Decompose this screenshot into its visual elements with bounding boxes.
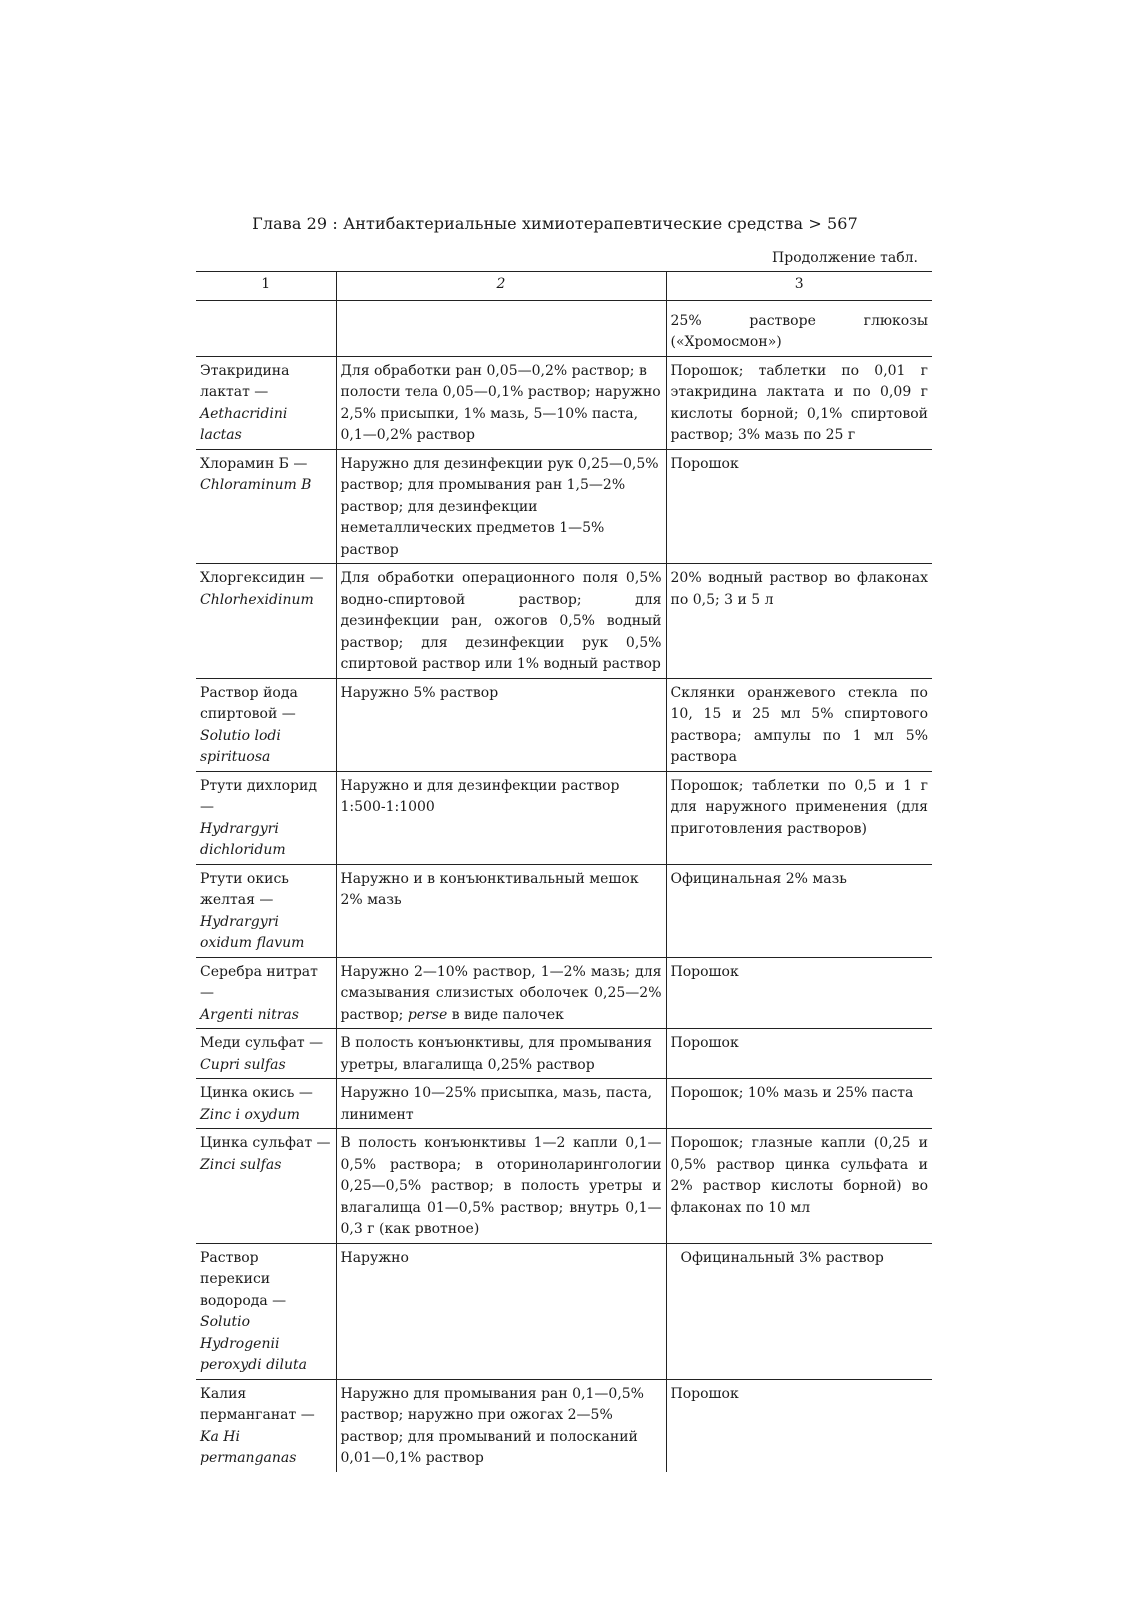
column-header: 2 [336,272,666,301]
drug-name: Раствор перекиси водорода — [200,1249,287,1309]
drug-name: Ртути дихлорид — [200,777,318,815]
drug-latin-name: Hydrargyri oxidum flavum [200,913,305,951]
drug-name: Хлоргексидин — [200,570,324,586]
usage-cell: Наружно 5% раствор [336,678,666,771]
drug-name-cell [196,564,336,679]
drug-name-cell [196,356,336,449]
table-row [196,300,932,356]
drug-latin-name: Zinci sulfas [200,1156,282,1173]
table-row [196,1243,932,1379]
form-cell: Порошок; таблетки по 0,5 и 1 г для наружного применения (для приготовления растворов) [666,771,932,864]
drug-latin-name: Zinc i oxydum [200,1106,300,1123]
usage-latin-term: perse [407,1006,448,1023]
drug-latin-name: Argenti nitras [200,1006,299,1023]
drug-latin-name: Cupri sulfas [200,1056,286,1073]
form-cell: Официнальная 2% мазь [666,864,932,957]
usage-cell: Наружно для дезинфекции рук 0,25—0,5% раствор; для промывания ран 1,5—2% раствор; для дезинфекции неметаллических предметов 1—5% раствор [336,449,666,564]
continuation-note: Продолжение табл. [772,250,918,266]
drug-name: Этакридина лактат — [200,362,290,400]
table-row [196,1079,932,1129]
table-row [196,1379,932,1472]
column-header: 3 [666,272,932,301]
drug-name-cell [196,1079,336,1129]
form-cell: Официнальный 3% раствор [666,1243,932,1379]
drug-name-cell [196,300,336,356]
drug-name-cell [196,449,336,564]
drug-name: Калия перманганат — [200,1385,315,1423]
usage-cell [336,957,666,1029]
form-cell: Порошок [666,957,932,1029]
table-row [196,1129,932,1244]
form-cell: Склянки оранжевого стекла по 10, 15 и 25 мл 5% спиртового раствора; ампулы по 1 мл 5% раствора [666,678,932,771]
usage-cell: Наружно 10—25% присыпка, мазь, паста, линимент [336,1079,666,1129]
table-row [196,864,932,957]
usage-text-tail: в виде палочек [451,1006,564,1023]
usage-cell: Для обработки операционного поля 0,5% водно-спиртовой раствор; для дезинфекции ран, ожогов 0,5% водный раствор; для дезинфекции рук 0,5% спиртовой раствор или 1% водный раствор [336,564,666,679]
drug-name: Цинка сульфат — [200,1135,331,1151]
form-cell: Порошок; глазные капли (0,25 и 0,5% раствор цинка сульфата и 2% раствор кислоты борной) во флаконах по 10 мл [666,1129,932,1244]
column-header: 1 [196,272,336,301]
table-row [196,356,932,449]
drug-name: Меди сульфат — [200,1035,324,1051]
drug-name-cell [196,678,336,771]
drug-name-cell [196,1243,336,1379]
usage-cell: Наружно и для дезинфекции раствор 1:500-1:1000 [336,771,666,864]
table-row [196,564,932,679]
form-cell: Порошок [666,1029,932,1079]
drug-name-cell [196,864,336,957]
table-header-row [196,272,932,301]
form-cell: Порошок [670,1385,739,1402]
usage-cell: Наружно и в конъюнктивальный мешок 2% мазь [336,864,666,957]
drug-latin-name: Chlorhexidinum [200,591,314,608]
drug-name: Ртути окись желтая — [200,870,289,908]
table-row [196,449,932,564]
usage-cell: В полость конъюнктивы, для промывания уретры, влагалища 0,25% раствор [336,1029,666,1079]
usage-cell: В полость конъюнктивы 1—2 капли 0,1—0,5% раствора; в оториноларингологии 0,25—0,5% раствор; в полость уретры и влагалища 01—0,5% раствор; внутрь 0,1—0,3 г (как рвотное) [336,1129,666,1244]
drug-latin-name: Solutio Hydrogenii peroxydi diluta [200,1314,307,1373]
drug-latin-name: Solutio lodi spirituosa [200,727,281,765]
drug-name: Цинка окись — [200,1085,313,1101]
table-row [196,957,932,1029]
drug-name-cell [196,1029,336,1079]
drug-name-cell [196,957,336,1029]
table-row [196,771,932,864]
usage-cell [336,300,666,356]
drug-latin-name: Chloraminum B [200,477,312,493]
usage-cell: Наружно для промывания ран 0,1—0,5% раствор; наружно при ожогах 2—5% раствор; для промываний и полосканий 0,01—0,1% раствор [336,1379,666,1472]
usage-text: Наружно 2—10% раствор, 1—2% мазь; для смазывания слизистых оболочек 0,25—2% раствор; [340,963,662,1023]
table-row [196,1029,932,1079]
drug-name-cell [196,1379,336,1472]
table-row [196,678,932,771]
form-cell: Порошок [666,449,932,564]
form-cell: 25% растворе глюкозы («Хромосмон») [666,300,932,356]
drug-table [196,271,932,1472]
usage-cell: Наружно [336,1243,666,1379]
drug-name-cell [196,771,336,864]
form-cell: Порошок; 10% мазь и 25% паста [666,1079,932,1129]
drug-latin-name: Ka Hi permanganas [200,1428,297,1466]
drug-name-cell [196,1129,336,1244]
drug-name: Хлорамин Б — [200,455,308,472]
usage-cell: Для обработки ран 0,05—0,2% раствор; в полости тела 0,05—0,1% раствор; наружно 2,5% присыпки, 1% мазь, 5—10% паста, 0,1—0,2% раствор [336,356,666,449]
form-cell: Порошок; таблетки по 0,01 г этакридина лактата и по 0,09 г кислоты борной; 0,1% спиртовой раствор; 3% мазь по 25 г [666,356,932,449]
drug-name: Серебра нитрат — [200,963,318,1001]
drug-latin-name: Aethacridini lactas [200,405,288,443]
form-cell: 20% водный раствор во флаконах по 0,5; 3 и 5 л [666,564,932,679]
drug-name: Раствор йода спиртовой — [200,684,298,722]
running-header: Глава 29 : Антибактериальные химиотерапевтические средства > 567 [252,214,858,233]
drug-latin-name: Hydrargyri dichloridum [200,820,286,858]
